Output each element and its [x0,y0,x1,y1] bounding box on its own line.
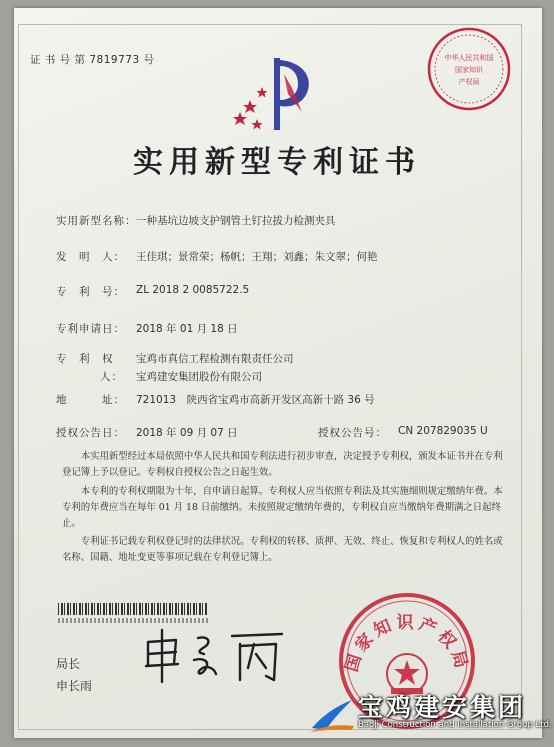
paragraph-3: 专利证书记载专利权登记时的法律状况。专利权的转移、质押、无效、终止、恢复和专利权人的姓名或名称、国籍、地址变更等事项记载在专利登记簿上。 [62,536,503,563]
utility-model-name: 一种基坑边坡支护钢管土钉拉拔力检测夹具 [136,215,336,227]
patent-holder-2: 宝鸡建安集团股份有限公司 [136,371,262,383]
director-name: 申长雨 [56,679,93,693]
utility-model-name-label: 实用新型名称： [56,215,137,227]
director-title: 局长 [56,657,81,671]
inventors: 王佳琪；景常荣；杨帆；王翔；刘鑫；朱文翠；何艳 [136,251,378,263]
filing-date-label: 专利申请日： [56,323,125,335]
svg-text:国家知识产权局: 国家知识产权局 [341,612,473,675]
address: 721013 陕西省宝鸡市高新开发区高新十路 36 号 [136,394,375,406]
handwritten-signature [136,624,296,686]
patent-number: ZL 2018 2 0085722.5 [136,284,250,296]
certificate-number-value: 7819773 [89,54,140,66]
company-name-cn: 宝鸡建安集团 [358,693,527,722]
cnipa-logo-icon [232,54,318,134]
address-label: 地 址： [56,394,125,406]
company-logo-icon [306,694,356,734]
svg-text:国家知识: 国家知识 [455,66,483,74]
patent-holder-1: 宝鸡市真信工程检测有限责任公司 [136,353,294,365]
filing-date: 2018 年 01 月 18 日 [136,323,238,335]
grant-date-label: 授权公告日： [56,427,125,439]
patent-number-label: 专 利 号： [56,286,125,298]
patent-holder-label-2: 人： [100,371,123,383]
grant-date: 2018 年 09 月 07 日 [136,427,238,439]
inventor-label: 发 明 人： [56,251,125,263]
certificate-number-suffix: 号 [143,54,155,66]
paragraph-2: 本专利的专利权期限为十年，自申请日起算。专利权人应当依照专利法及其实施细则规定缴纳年费。本专利的年费应当在每年 01 月 18 日前缴纳。未按照规定缴纳年费的，专利权自应当缴纳年费期满之日起终止。 [62,486,503,529]
svg-text:中华人民共和国: 中华人民共和国 [444,54,494,62]
barcode-digits [58,618,208,623]
top-seal-icon [424,24,514,114]
svg-text:产权局: 产权局 [458,78,480,86]
certificate-number [30,52,154,67]
paragraph-1: 本实用新型经过本局依照中华人民共和国专利法进行初步审查，决定授予专利权，颁发本证书并在专利登记簿上予以登记。专利权自授权公告之日起生效。 [62,451,503,478]
certificate-number-label: 证 书 号 第 [30,54,86,66]
grant-number-label: 授权公告号： [318,427,387,439]
certificate-title: 实用新型专利证书 [133,145,421,180]
barcode [58,603,208,615]
grant-number: CN 207829035 U [398,425,488,437]
company-name-en: Baoji Construction and Installation Group Ltd. [358,720,552,730]
patent-holder-label-1: 专 利 权 [56,353,114,365]
